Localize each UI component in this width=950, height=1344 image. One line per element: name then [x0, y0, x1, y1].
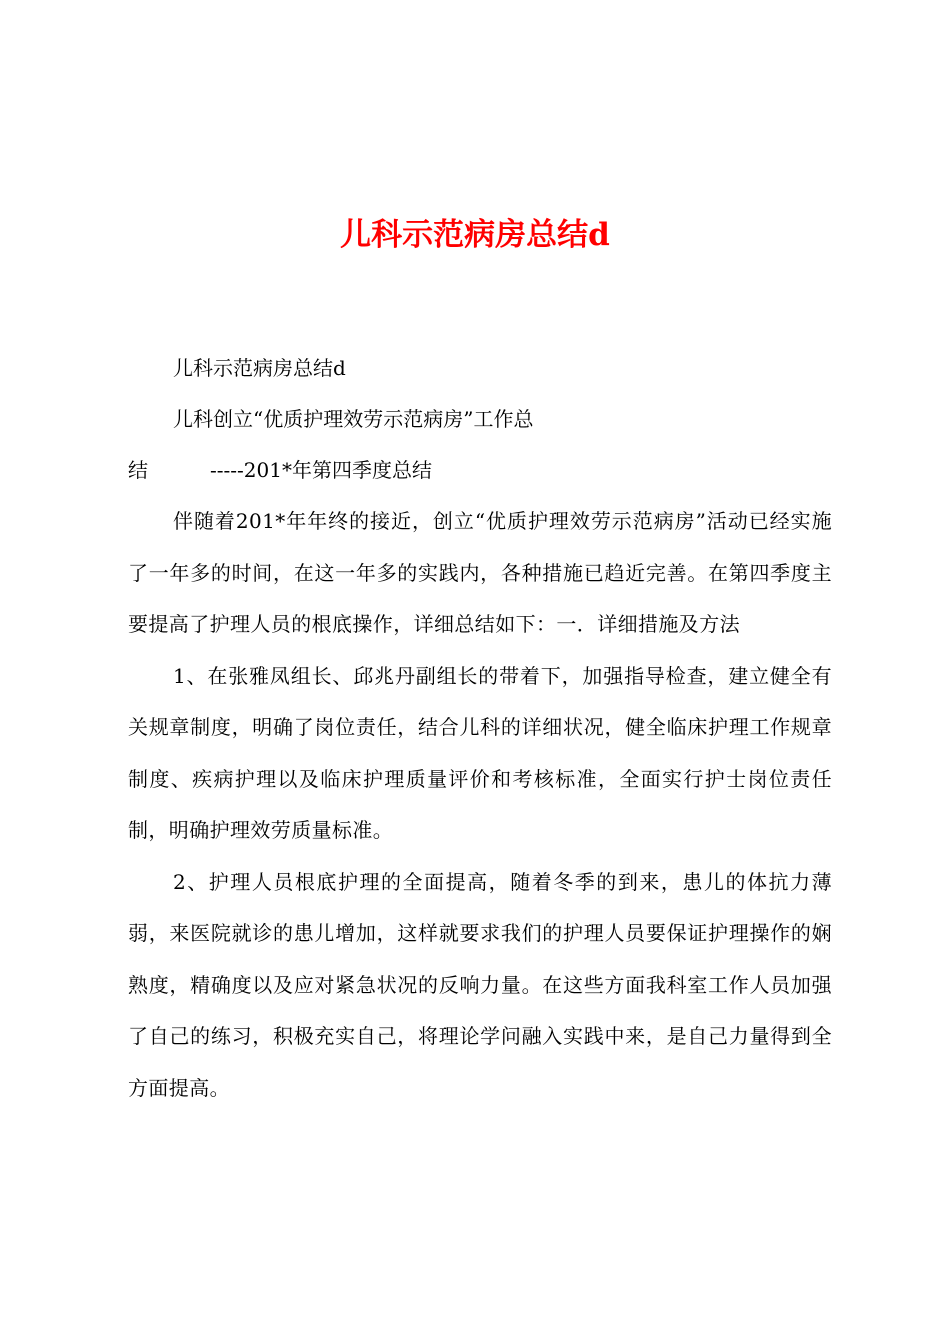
document-body [128, 343, 832, 1114]
heading-line-2-start: 结 [128, 458, 148, 482]
heading-line-2 [128, 445, 832, 496]
paragraph-item-1: 1、在张雅凤组长、邱兆丹副组长的带着下，加强指导检查，建立健全有关规章制度，明确了岗位责任，结合儿科的详细状况，健全临床护理工作规章制度、疾病护理以及临床护理质量评价和考核标准，全面实行护士岗位责任制，明确护理效劳质量标准。 [128, 663, 832, 842]
heading-line-2-rest: -----201*年第四季度总结 [210, 458, 432, 482]
heading-line-1: 儿科创立“优质护理效劳示范病房”工作总 [173, 407, 534, 431]
document-title: 儿科示范病房总结d [340, 217, 610, 253]
subtitle-line: 儿科示范病房总结d [173, 356, 346, 380]
paragraph-intro: 伴随着201*年年终的接近，创立“优质护理效劳示范病房”活动已经实施了一年多的时间，在这一年多的实践内，各种措施已趋近完善。在第四季度主要提高了护理人员的根底操作，详细总结如下：一．详细措施及方法 [128, 509, 832, 636]
paragraph-item-2: 2、护理人员根底护理的全面提高，随着冬季的到来，患儿的体抗力薄弱，来医院就诊的患儿增加，这样就要求我们的护理人员要保证护理操作的娴熟度，精确度以及应对紧急状况的反响力量。在这些方面我科室工作人员加强了自己的练习，积极充实自己，将理论学问融入实践中来，是自己力量得到全方面提高。 [128, 869, 832, 1100]
